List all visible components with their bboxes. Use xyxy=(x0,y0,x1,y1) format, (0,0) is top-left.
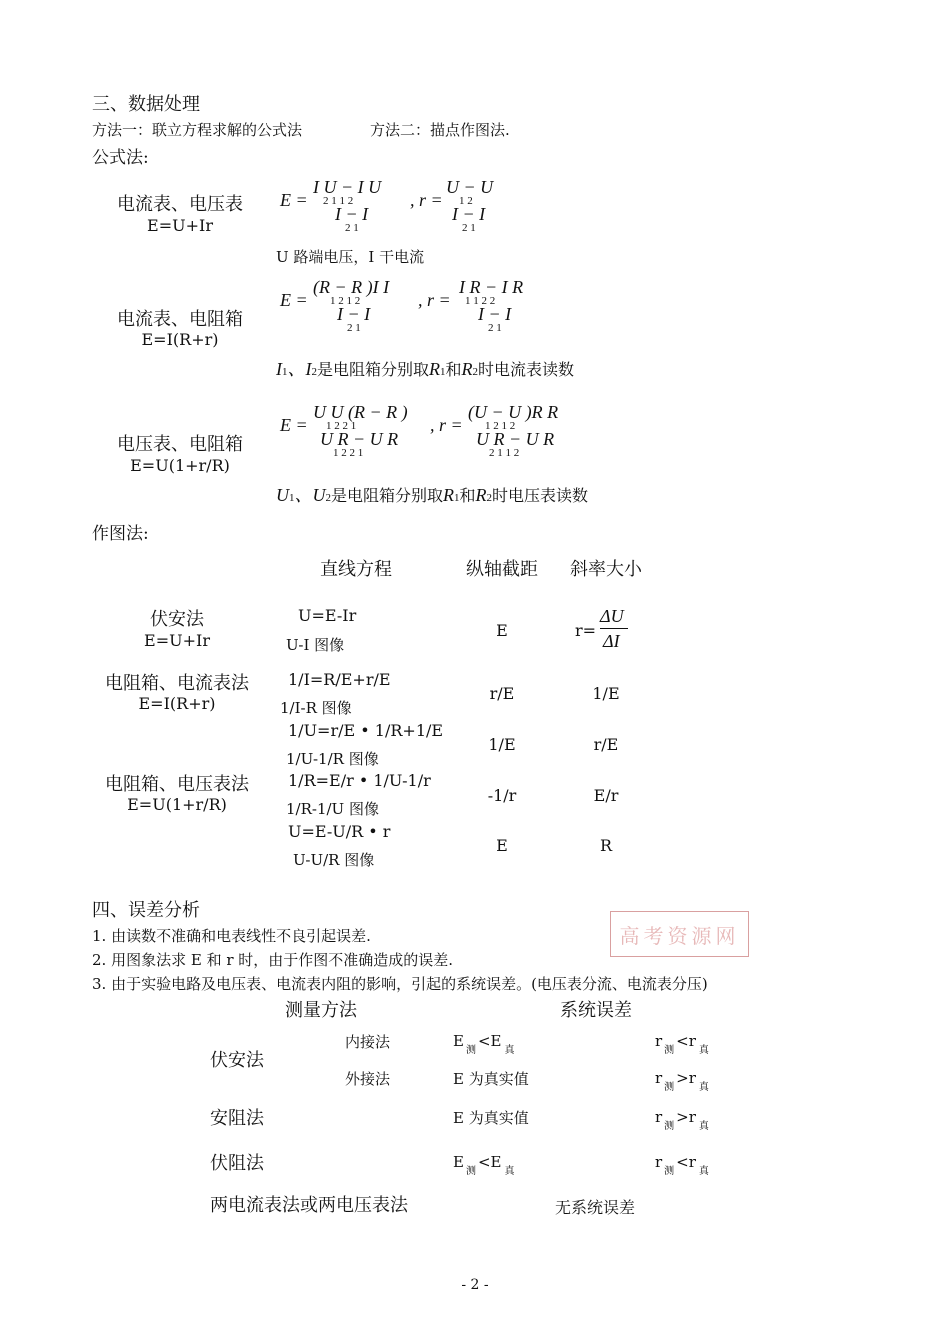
formula-row3-r-label: , r = xyxy=(430,415,463,435)
graph-row-slope-numerator: ΔU xyxy=(600,606,624,626)
error-last-result: 无系统误差 xyxy=(555,1198,636,1217)
formula-row3-note-U2-sub: 2 xyxy=(325,492,331,504)
graph-row-slope: r/E xyxy=(593,735,619,754)
formula-row2-note-text: 是电阻箱分别取 xyxy=(317,360,430,379)
formula-row2-note-I2: 、I xyxy=(287,359,312,379)
graph-row-plot: U-U/R 图像 xyxy=(293,851,375,869)
formula-row3-note-he: 和 xyxy=(459,486,476,505)
error-r-symbol: r xyxy=(655,1108,663,1126)
graph-row-intercept: E xyxy=(496,621,508,640)
formula-row3-E-label: E = xyxy=(280,415,308,435)
error-E-sub-true: 真 xyxy=(504,1045,515,1056)
formula-row3-note-text: 是电阻箱分别取 xyxy=(331,486,444,505)
formula-row3-r-numerator: (U − U )R R xyxy=(468,402,559,422)
graph-row-plot: 1/I-R 图像 xyxy=(280,699,352,717)
formula-row2-note-R1: R xyxy=(429,359,441,379)
methods-line1: 方法一：联立方程求解的公式法 xyxy=(92,121,303,139)
formula-row2-r-numerator: I R − I R xyxy=(459,277,524,297)
formula-row1-E-numerator-subs: 2 1 1 2 xyxy=(323,195,354,207)
formula-row1-r-denominator: I − I xyxy=(452,204,486,224)
formula-row2-r-numerator-subs: 1 1 2 2 xyxy=(465,295,496,307)
error-header-method: 测量方法 xyxy=(285,1000,357,1021)
formula-heading: 公式法: xyxy=(92,148,149,168)
formula-row2-note-I1-sub: 1 xyxy=(282,366,288,378)
graph-row-slope: 1/E xyxy=(592,684,620,703)
error-r-symbol: r xyxy=(655,1032,663,1050)
error-E-cell xyxy=(453,1032,515,1056)
graph-row-slope: R xyxy=(599,836,613,855)
error-r-symbol: r xyxy=(655,1069,663,1087)
page-number: - 2 - xyxy=(461,1277,489,1293)
formula-row2-note-R2: R xyxy=(461,359,473,379)
formula-row2-E-denominator-subs: 2 1 xyxy=(347,322,361,334)
formula-row3-r-numerator-subs: 1 2 1 2 xyxy=(485,420,516,432)
formula-row2-E-numerator: (R − R )I I xyxy=(313,277,390,297)
error-E-symbol: E xyxy=(453,1032,464,1050)
formula-row1-r-denominator-subs: 2 1 xyxy=(462,222,476,234)
formula-row1-r-numerator-subs: 1 2 xyxy=(459,195,473,207)
formula-row1-E-label: E = xyxy=(280,190,308,210)
error-submethod: 外接法 xyxy=(345,1070,391,1088)
formula-row1-E-denominator-subs: 2 1 xyxy=(345,222,359,234)
error-r-relation: <r xyxy=(676,1032,696,1050)
error-E-text: E 为真实值 xyxy=(453,1070,529,1088)
watermark-stamp: 高考资源网 xyxy=(610,911,749,957)
error-r-sub-true: 真 xyxy=(698,1045,709,1056)
graph-header-intercept: 纵轴截距 xyxy=(466,559,538,580)
formula-row1-E-numerator: I U − I U xyxy=(313,177,382,197)
formula-row2-note-end: 时电流表读数 xyxy=(478,360,575,379)
formula-row3-E-numerator: U U (R − R ) xyxy=(313,402,408,422)
formula-row2-note-he: 和 xyxy=(445,360,462,379)
section4-title: 四、误差分析 xyxy=(92,900,200,921)
graph-row-name: 伏安法 xyxy=(150,609,204,630)
graph-row-line: 1/U=r/E • 1/R+1/E xyxy=(288,721,444,740)
formula-row2-r-denominator: I − I xyxy=(478,304,512,324)
formula-row1-r-numerator: U − U xyxy=(446,177,494,197)
graph-row-plot: 1/U-1/R 图像 xyxy=(286,750,379,768)
graph-header-line: 直线方程 xyxy=(320,559,392,580)
formula-row3-note-R1: R xyxy=(443,485,455,505)
error-header-systematic: 系统误差 xyxy=(560,1000,632,1021)
error-E-symbol: E xyxy=(453,1153,464,1171)
error-r-sub-true: 真 xyxy=(698,1121,709,1132)
formula-row3-E-denominator-subs: 1 2 2 1 xyxy=(333,447,364,459)
formula-row2-name: 电流表、电阻箱 xyxy=(117,309,243,330)
formula-row2-note-R1-sub: 1 xyxy=(440,366,446,378)
formula-row2-E-denominator: I − I xyxy=(337,304,371,324)
graph-row-plot: U-I 图像 xyxy=(286,636,345,654)
formula-row3-E-denominator: U R − U R xyxy=(320,429,399,449)
formula-row2-r-label: , r = xyxy=(418,290,451,310)
error-E-cell xyxy=(453,1153,515,1177)
formula-row3-note-U1-sub: 1 xyxy=(289,492,295,504)
error-r-sub-true: 真 xyxy=(698,1082,709,1093)
error-r-cell xyxy=(655,1108,709,1132)
error-E-sub-measured: 测 xyxy=(465,1166,476,1177)
error-item: 1. 由读数不准确和电表线性不良引起误差. xyxy=(92,927,371,945)
graph-row-plot: 1/R-1/U 图像 xyxy=(286,800,379,818)
formula-row3-note-U2: 、U xyxy=(294,485,326,505)
error-E-relation: <E xyxy=(477,1032,502,1050)
error-method: 安阻法 xyxy=(210,1108,264,1129)
error-r-sub-measured: 测 xyxy=(664,1045,675,1056)
formula-row3-note-R2: R xyxy=(475,485,487,505)
error-method: 伏阻法 xyxy=(210,1153,264,1174)
error-r-sub-true: 真 xyxy=(698,1166,709,1177)
formula-row3-r-denominator-subs: 2 1 1 2 xyxy=(489,447,520,459)
formula-row2-note-I2-sub: 2 xyxy=(311,366,317,378)
error-E-text: E 为真实值 xyxy=(453,1109,529,1127)
graph-row-slope-prefix: r= xyxy=(575,621,597,640)
formula-row2-note-R2-sub: 2 xyxy=(472,366,479,378)
error-method: 伏安法 xyxy=(210,1050,264,1071)
error-r-cell xyxy=(655,1032,709,1056)
formula-row3-E-numerator-subs: 1 2 2 1 xyxy=(326,420,357,432)
graph-header-slope: 斜率大小 xyxy=(570,559,642,580)
formula-row3-note-R2-sub: 2 xyxy=(486,492,493,504)
graph-row-eq: E=I(R+r) xyxy=(138,694,216,713)
error-r-sub-measured: 测 xyxy=(664,1121,675,1132)
graph-row-line: 1/R=E/r • 1/U-1/r xyxy=(288,771,431,790)
formula-row2-note xyxy=(276,355,574,381)
error-r-relation: <r xyxy=(676,1153,696,1171)
formula-row3-note-U1: U xyxy=(276,485,289,505)
error-r-relation: >r xyxy=(676,1108,696,1126)
graph-row-eq: E=U+Ir xyxy=(144,631,210,650)
formula-row1-name: 电流表、电压表 xyxy=(117,194,243,215)
graph-row-slope: E/r xyxy=(593,786,619,805)
error-r-sub-measured: 测 xyxy=(664,1166,675,1177)
error-E-relation: <E xyxy=(477,1153,502,1171)
graph-row-line: 1/I=R/E+r/E xyxy=(288,670,391,689)
graph-row-intercept: 1/E xyxy=(488,735,516,754)
error-last-method: 两电流表法或两电压表法 xyxy=(210,1195,408,1216)
graph-heading: 作图法: xyxy=(92,524,149,544)
formula-row3-note xyxy=(276,481,588,507)
formula-row3-note-R1-sub: 1 xyxy=(454,492,460,504)
formula-row1-note: U 路端电压，I 干电流 xyxy=(276,248,425,266)
error-E-sub-true: 真 xyxy=(504,1166,515,1177)
formula-row3-eq: E=U(1+r/R) xyxy=(130,456,230,475)
graph-row-intercept: -1/r xyxy=(487,786,517,805)
section3-title: 三、数据处理 xyxy=(92,94,200,115)
graph-row-name: 电阻箱、电流表法 xyxy=(105,673,249,694)
formula-row3-name: 电压表、电阻箱 xyxy=(117,434,243,455)
formula-row3-note-end: 时电压表读数 xyxy=(492,486,589,505)
formula-row1-eq: E=U+Ir xyxy=(147,216,213,235)
error-r-sub-measured: 测 xyxy=(664,1082,675,1093)
graph-row-name: 电阻箱、电压表法 xyxy=(105,774,249,795)
error-item: 2. 用图象法求 E 和 r 时，由于作图不准确造成的误差. xyxy=(92,951,454,969)
graph-row-line: U=E-Ir xyxy=(298,606,357,625)
graph-row-intercept: r/E xyxy=(489,684,515,703)
error-r-cell xyxy=(655,1069,709,1093)
fraction-bar xyxy=(600,628,628,629)
error-r-cell xyxy=(655,1153,709,1177)
formula-row3-r-denominator: U R − U R xyxy=(476,429,555,449)
formula-row1-r-label: , r = xyxy=(410,190,443,210)
formula-row2-E-label: E = xyxy=(280,290,308,310)
formula-row2-r-denominator-subs: 2 1 xyxy=(488,322,502,334)
formula-row1-E-denominator: I − I xyxy=(335,204,369,224)
error-E-sub-measured: 测 xyxy=(465,1045,476,1056)
methods-line2: 方法二：描点作图法. xyxy=(370,121,510,139)
graph-row-line: U=E-U/R • r xyxy=(288,822,391,841)
graph-row-eq: E=U(1+r/R) xyxy=(127,795,227,814)
error-item: 3. 由于实验电路及电压表、电流表内阻的影响，引起的系统误差。(电压表分流、电流表分压) xyxy=(92,975,708,993)
formula-row2-eq: E=I(R+r) xyxy=(141,330,219,349)
graph-row-slope-denominator: ΔI xyxy=(603,631,620,651)
formula-row2-note-I1: I xyxy=(276,359,282,379)
graph-row-intercept: E xyxy=(496,836,508,855)
error-r-relation: >r xyxy=(676,1069,696,1087)
error-submethod: 内接法 xyxy=(345,1033,391,1051)
error-r-symbol: r xyxy=(655,1153,663,1171)
formula-row2-E-numerator-subs: 1 2 1 2 xyxy=(330,295,361,307)
